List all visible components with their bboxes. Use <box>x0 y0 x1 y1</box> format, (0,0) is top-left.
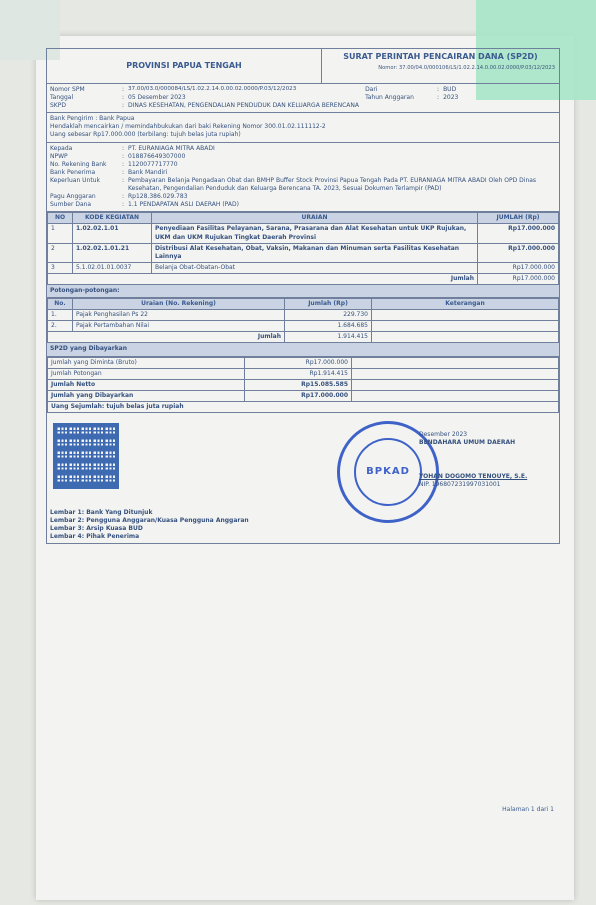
info-right-v-0: BUD <box>443 86 457 93</box>
stamp-text: BPKAD <box>366 466 410 478</box>
qr-code-image <box>53 423 119 489</box>
signature-role: BENDAHARA UMUM DAERAH <box>419 439 516 447</box>
signature-nip: NIP. 196807231997031001 <box>419 481 501 489</box>
summary-k: Jumlah Netto <box>48 379 245 390</box>
info-right-sep: : <box>437 94 440 102</box>
signature-date: Desember 2023 <box>419 431 468 438</box>
penerima-k-2: No. Rekening Bank <box>50 160 107 168</box>
doc-info <box>47 84 559 113</box>
penerima-k-4: Keperluan Untuk <box>50 176 100 184</box>
kegiatan-no: 2 <box>48 243 73 262</box>
kegiatan-th-jumlah: JUMLAH (Rp) <box>478 213 559 224</box>
info-left-k-1: Tanggal <box>50 94 74 102</box>
penerima-sep: : <box>121 160 125 168</box>
summary-v: Rp1.914.415 <box>245 368 352 379</box>
qr-code <box>53 423 119 489</box>
signature-name: YOHAN DOGOMO TENOUYE, S.E. <box>419 473 528 481</box>
potongan-uraian: Pajak Pertambahan Nilai <box>73 321 285 332</box>
potongan-title: Potongan-potongan: <box>47 285 559 298</box>
sp2d-nomor-value: 37.00/04.0/000106/LS/1.02.2.14.0.00.02.0000/P.03/12/2023 <box>398 64 555 71</box>
kegiatan-th-kode: KODE KEGIATAN <box>73 213 152 224</box>
table-row <box>48 390 559 401</box>
penerima-v-0: PT. EURANIAGA MITRA ABADI <box>128 144 215 152</box>
potongan-header-row <box>48 299 559 310</box>
potongan-no: 2. <box>48 321 73 332</box>
kegiatan-uraian: Belanja Obat-Obatan-Obat <box>152 262 478 273</box>
sp2d-nomor-row: Nomor: 37.00/04.0/000106/LS/1.02.2.14.0.00.02.0000/P.03/12/2023 <box>378 64 555 71</box>
potongan-jumlah: 229.730 <box>285 310 372 321</box>
penerima-v-4: Pembayaran Belanja Pengadaan Obat dan BMHP Buffer Stock Provinsi Papua Tengah Pada PT. EURANIAGA MITRA ABADI Oleh OPD Dinas Kesehatan, Pengendalian Penduduk dan Keluarga Berencana TA. 2023, Sesuai Dokumen Terlampir (PAD) <box>128 176 537 193</box>
potongan-th-uraian: Uraian (No. Rekening) <box>73 299 285 310</box>
table-row <box>48 224 559 243</box>
info-left-v-2: DINAS KESEHATAN, PENGENDALIAN PENDUDUK DAN KELUARGA BERENCANA <box>128 102 359 110</box>
potongan-total-row <box>48 332 559 343</box>
lembar-item: Lembar 1: Bank Yang Ditunjuk <box>50 508 153 516</box>
sp2d-nomor-label: Nomor <box>378 64 396 71</box>
doc-info-row <box>50 86 556 110</box>
penerima-k-0: Kepada <box>50 144 73 152</box>
penerima-v-6: 1.1 PENDAPATAN ASLI DAERAH (PAD) <box>128 201 239 209</box>
kegiatan-table <box>47 212 559 285</box>
potongan-th-keterangan: Keterangan <box>372 299 559 310</box>
info-left-row-2 <box>50 102 365 110</box>
penerima-row-3 <box>50 169 556 177</box>
penerima-k-3: Bank Penerima <box>50 168 96 176</box>
summary-k: Jumlah yang Dibayarkan <box>48 390 245 401</box>
sp2d-title: SURAT PERINTAH PENCAIRAN DANA (SP2D) <box>343 52 538 61</box>
kegiatan-uraian: Distribusi Alat Kesehatan, Obat, Vaksin, Makanan dan Minuman serta Fasilitas Kesehatan Lainnya <box>152 243 478 262</box>
penerima-row-5 <box>50 193 556 201</box>
table-row <box>48 243 559 262</box>
kegiatan-total-label: Jumlah <box>48 273 478 284</box>
info-left-v-1: 05 Desember 2023 <box>128 94 186 102</box>
table-row <box>48 357 559 368</box>
info-right-v-1: 2023 <box>443 94 459 102</box>
penerima-v-3: Bank Mandiri <box>128 168 168 176</box>
bank-uang: Uang sebesar Rp17.000.000 (terbilang: tujuh belas juta rupiah) <box>50 131 241 139</box>
doc-header <box>47 49 559 84</box>
kegiatan-th-no: NO <box>48 213 73 224</box>
kegiatan-total-row <box>48 273 559 284</box>
info-right-k-1: Tahun Anggaran <box>365 94 414 102</box>
bank-pengirim: Bank Pengirim : Bank Papua <box>50 115 135 123</box>
table-row <box>48 379 559 390</box>
sp2d-summary-table <box>47 357 559 413</box>
potongan-th-no: No. <box>48 299 73 310</box>
penerima-row-2 <box>50 161 556 169</box>
penerima-sep: : <box>121 201 125 209</box>
signature-block <box>419 431 539 489</box>
summary-empty <box>352 357 559 368</box>
summary-empty <box>352 390 559 401</box>
potongan-table <box>47 298 559 343</box>
potongan-jumlah: 1.684.685 <box>285 321 372 332</box>
sp2d-summary-title: SP2D yang Dibayarkan <box>47 343 559 356</box>
table-row <box>48 368 559 379</box>
summary-k: Jumlah Potongan <box>48 368 245 379</box>
kegiatan-jumlah: Rp17.000.000 <box>478 262 559 273</box>
penerima-sep: : <box>121 176 125 184</box>
info-left-sep: : <box>121 102 125 110</box>
penerima-v-1: 018876649307000 <box>128 152 186 160</box>
penerima-row-1 <box>50 153 556 161</box>
kegiatan-jumlah: Rp17.000.000 <box>478 224 559 243</box>
potongan-ket <box>372 321 559 332</box>
potongan-th-jumlah: Jumlah (Rp) <box>285 299 372 310</box>
info-right-row-0 <box>365 86 556 94</box>
info-left-sep: : <box>121 94 125 102</box>
info-right-sep: : <box>437 86 440 93</box>
kegiatan-kode: 5.1.02.01.01.0037 <box>73 262 152 273</box>
signature-space <box>419 447 539 473</box>
kegiatan-kode: 1.02.02.1.01.21 <box>73 243 152 262</box>
penerima-row-6 <box>50 201 556 209</box>
kegiatan-jumlah: Rp17.000.000 <box>478 243 559 262</box>
info-left-sep: : <box>121 86 125 93</box>
kegiatan-no: 1 <box>48 224 73 243</box>
province-title: PROVINSI PAPUA TENGAH <box>47 49 322 83</box>
table-row <box>48 321 559 332</box>
penerima-sep: : <box>121 152 125 160</box>
summary-terbilang: Uang Sejumlah: tujuh belas juta rupiah <box>48 401 559 412</box>
info-left-row-0 <box>50 86 365 94</box>
lembar-item: Lembar 4: Pihak Penerima <box>50 532 140 540</box>
potongan-uraian: Pajak Penghasilan Ps 22 <box>73 310 285 321</box>
kegiatan-uraian: Penyediaan Fasilitas Pelayanan, Sarana, Prasarana dan Alat Kesehatan untuk UKP Rujukan, UKM dan UKM Rujukan Tingkat Daerah Provinsi <box>152 224 478 243</box>
summary-empty <box>352 379 559 390</box>
info-left-k-2: SKPD <box>50 102 66 110</box>
doc-info-right <box>365 86 556 110</box>
bank-hendaklah: Hendaklah mencairkan / memindahbukukan dari baki Rekening Nomor 300.01.02.111112-2 <box>50 123 326 131</box>
potongan-total-empty <box>372 332 559 343</box>
summary-k: Jumlah yang Diminta (Bruto) <box>48 357 245 368</box>
potongan-no: 1. <box>48 310 73 321</box>
penerima-sep: : <box>121 193 125 201</box>
potongan-total-label: Jumlah <box>48 332 285 343</box>
kegiatan-no: 3 <box>48 262 73 273</box>
penerima-v-2: 1120077717770 <box>128 160 178 168</box>
kegiatan-kode: 1.02.02.1.01 <box>73 224 152 243</box>
page-footer: Halaman 1 dari 1 <box>502 806 554 813</box>
penerima-k-1: NPWP <box>50 152 68 160</box>
info-right-k-0: Dari <box>365 86 378 93</box>
potongan-total-value: 1.914.415 <box>285 332 372 343</box>
penerima-k-5: Pagu Anggaran <box>50 193 96 201</box>
penerima-row-0 <box>50 145 556 153</box>
penerima-section <box>47 143 559 213</box>
summary-terbilang-row <box>48 401 559 412</box>
bank-section <box>47 113 559 142</box>
sp2d-header <box>322 49 559 83</box>
potongan-ket <box>372 310 559 321</box>
doc-info-left <box>50 86 365 110</box>
info-left-k-0: Nomor SPM <box>50 86 85 93</box>
signature-area <box>47 413 559 543</box>
info-left-v-0: 37.00/03.0/000084/LS/1.02.2.14.0.00.02.0000/P.03/12/2023 <box>128 86 297 92</box>
lembar-item: Lembar 3: Arsip Kuasa BUD <box>50 524 143 532</box>
summary-v: Rp17.000.000 <box>245 390 352 401</box>
penerima-sep: : <box>121 168 125 176</box>
lembar-item: Lembar 2: Pengguna Anggaran/Kuasa Pengguna Anggaran <box>50 516 249 524</box>
info-left-row-1 <box>50 94 365 102</box>
sp2d-document <box>46 48 560 544</box>
kegiatan-th-uraian: URAIAN <box>152 213 478 224</box>
lembar-list <box>47 507 252 543</box>
penerima-row-4 <box>50 177 556 193</box>
table-row <box>48 262 559 273</box>
summary-v: Rp15.085.585 <box>245 379 352 390</box>
table-row <box>48 310 559 321</box>
penerima-v-5: Rp128.386.029.783 <box>128 193 188 201</box>
kegiatan-header-row <box>48 213 559 224</box>
penerima-sep: : <box>121 144 125 152</box>
kegiatan-total-value: Rp17.000.000 <box>478 273 559 284</box>
summary-v: Rp17.000.000 <box>245 357 352 368</box>
penerima-k-6: Sumber Dana <box>50 201 92 209</box>
summary-empty <box>352 368 559 379</box>
info-right-row-1 <box>365 94 556 102</box>
